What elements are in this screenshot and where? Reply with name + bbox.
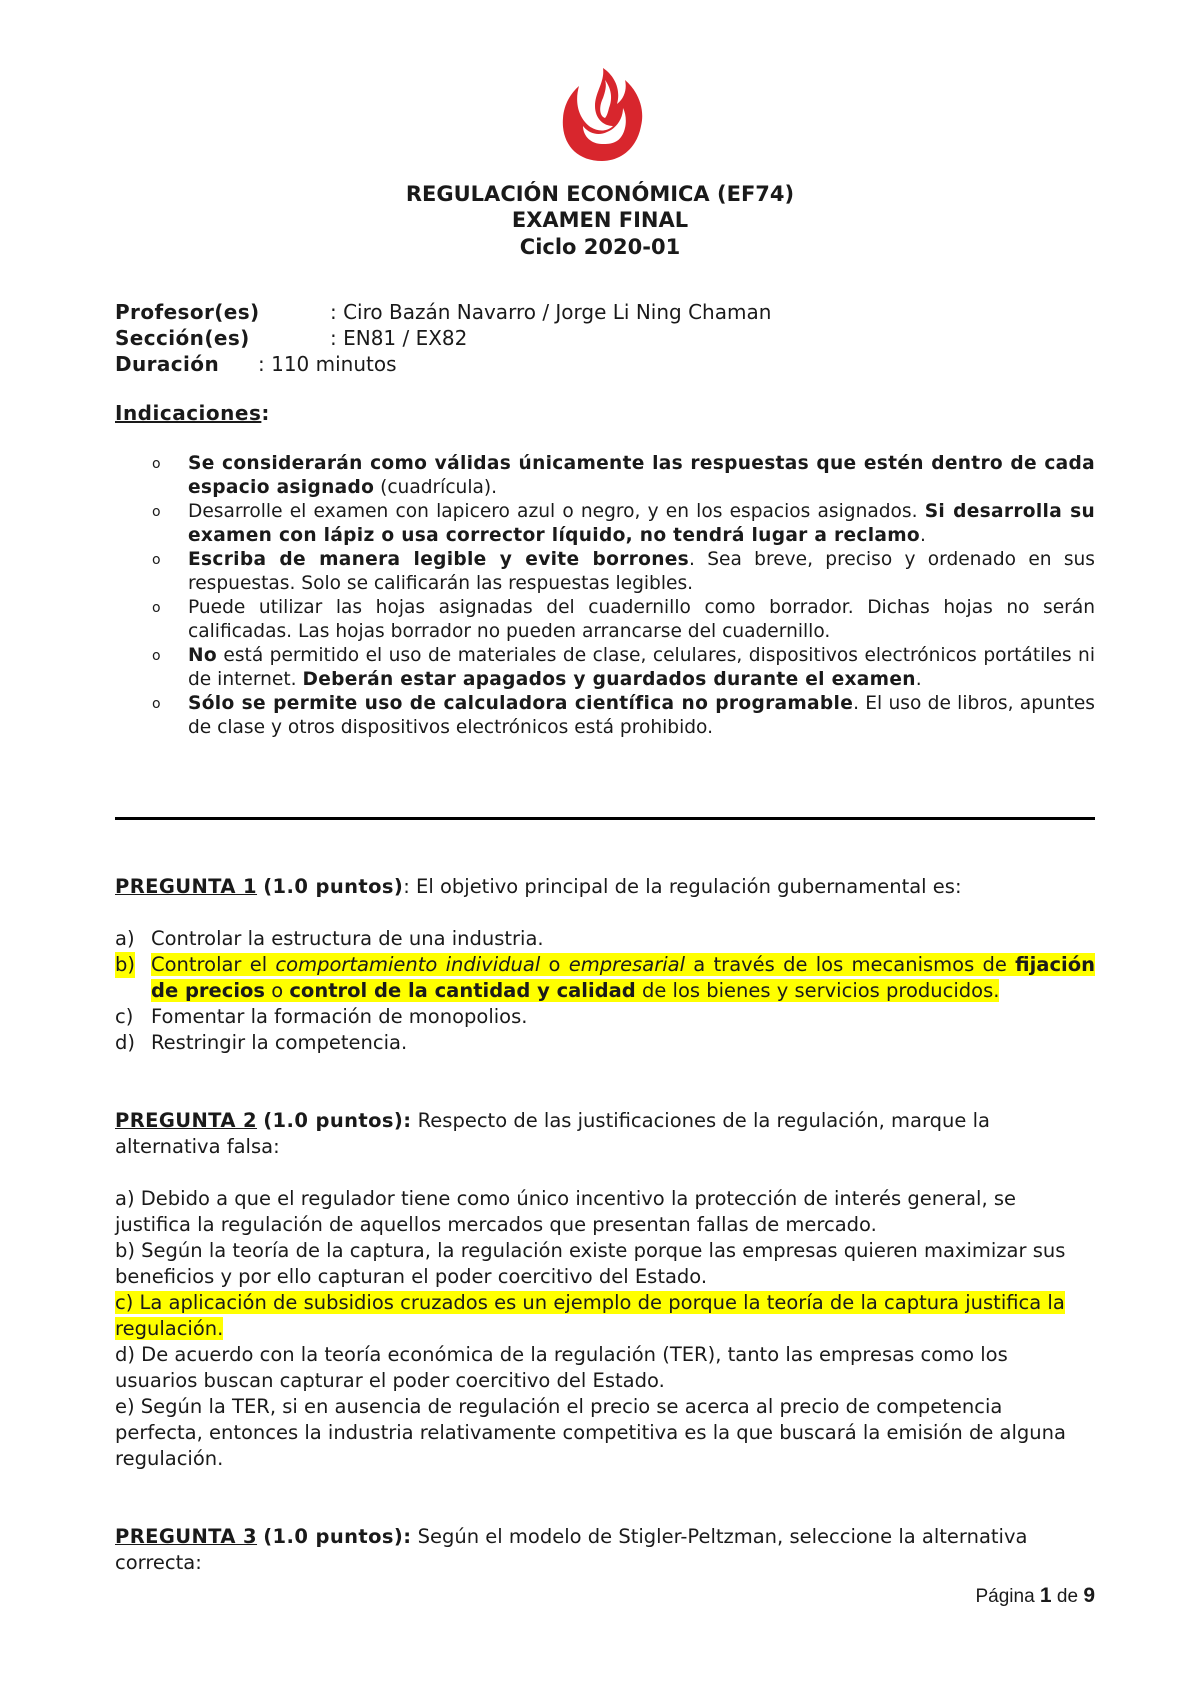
professor-row [115, 299, 772, 325]
professor-label: Profesor(es) [115, 300, 260, 324]
question-3-points: (1.0 puntos): [263, 1525, 412, 1548]
question-2-stem: Respecto de las justificaciones de la regulación, marque la alternativa falsa: [115, 1109, 990, 1158]
question-2-heading: PREGUNTA 2 [115, 1109, 258, 1132]
option-c: c) Fomentar la formación de monopolios. [115, 1005, 528, 1028]
section-label: Sección(es) [115, 326, 250, 350]
list-item: o Sólo se permite uso de calculadora científica no programable. El uso de libros, apuntes de clase y otros dispositivos electrónicos está prohibido. [152, 693, 1095, 738]
question-2-points: (1.0 puntos): [263, 1109, 412, 1132]
option-d: d) Restringir la competencia. [115, 1031, 408, 1054]
option-a: a) Controlar la estructura de una industria. [115, 927, 544, 950]
course-title: REGULACIÓN ECONÓMICA (EF74) [405, 182, 795, 206]
section-divider [115, 817, 1095, 820]
list-item: o Escriba de manera legible y evite borrones. Sea breve, preciso y ordenado en sus respuestas. Solo se calificarán las respuestas legibles. [152, 549, 1095, 594]
section-row [115, 325, 468, 351]
question-1-points: (1.0 puntos) [263, 875, 404, 898]
question-1-heading: PREGUNTA 1 [115, 875, 258, 898]
indications-title: Indicaciones: [115, 401, 270, 425]
question-1-stem: El objetivo principal de la regulación gubernamental es: [409, 875, 962, 898]
option-b: b) Según la teoría de la captura, la regulación existe porque las empresas quieren maximizar sus beneficios y por ello capturan el poder coercitivo del Estado. [115, 1239, 1066, 1288]
question-1: PREGUNTA 1 (1.0 puntos): El objetivo principal de la regulación gubernamental es: [115, 875, 962, 898]
list-item: o Se considerarán como válidas únicamente las respuestas que estén dentro de cada espacio asignado (cuadrícula). [152, 453, 1095, 498]
option-d: d) De acuerdo con la teoría económica de la regulación (TER), tanto las empresas como los usuarios buscan capturar el poder coercitivo del Estado. [115, 1343, 1008, 1392]
list-item: o Puede utilizar las hojas asignadas del cuadernillo como borrador. Dichas hojas no serán calificadas. Las hojas borrador no pueden arrancarse del cuadernillo. [152, 597, 1095, 642]
duration-label: Duración [115, 352, 220, 376]
question-2-options [115, 1186, 1095, 1472]
professor-value: : Ciro Bazán Navarro / Jorge Li Ning Chaman [330, 300, 772, 324]
bullet-marker: o [152, 696, 161, 712]
question-3 [115, 1524, 1095, 1576]
question-2 [115, 1108, 1095, 1160]
question-3-stem: Según el modelo de Stigler-Peltzman, seleccione la alternativa correcta: [115, 1525, 1028, 1574]
duration-row [115, 351, 397, 377]
bullet-marker: o [152, 648, 161, 664]
option-a: a) Debido a que el regulador tiene como único incentivo la protección de interés general, se justifica la regulación de aquellos mercados que presentan fallas de mercado. [115, 1187, 1016, 1236]
bullet-marker: o [152, 456, 161, 472]
exam-cycle: Ciclo 2020-01 [519, 235, 681, 259]
option-b-highlighted: b) Controlar el comportamiento individual o empresarial a través de los mecanismos de fijación de precios o control de la cantidad y calidad de los bienes y servicios producidos. [115, 953, 1095, 1002]
exam-type: EXAMEN FINAL [511, 208, 689, 232]
bullet-marker: o [152, 504, 161, 520]
bullet-marker: o [152, 552, 161, 568]
question-1-options [115, 926, 1095, 1056]
indications-list [115, 452, 1095, 740]
duration-value: : 110 minutos [258, 352, 397, 376]
upc-flame-logo-icon [559, 66, 645, 162]
list-item: o Desarrolle el examen con lapicero azul o negro, y en los espacios asignados. Si desarrolla su examen con lápiz o usa corrector líquido, no tendrá lugar a reclamo. [152, 501, 1096, 546]
option-c-highlighted: c) La aplicación de subsidios cruzados es un ejemplo de porque la teoría de la captura justifica la regulación. [115, 1291, 1065, 1340]
section-value: : EN81 / EX82 [330, 326, 468, 350]
bullet-marker: o [152, 600, 161, 616]
list-item: o No está permitido el uso de materiales de clase, celulares, dispositivos electrónicos portátiles ni de internet. Deberán estar apagados y guardados durante el examen. [152, 645, 1095, 690]
option-e: e) Según la TER, si en ausencia de regulación el precio se acerca al precio de competencia perfecta, entonces la industria relativamente competitiva es la que buscará la emisión de alguna regulación. [115, 1395, 1066, 1470]
page-number: Página 1 de 9 [975, 1584, 1095, 1607]
question-3-heading: PREGUNTA 3 [115, 1525, 258, 1548]
